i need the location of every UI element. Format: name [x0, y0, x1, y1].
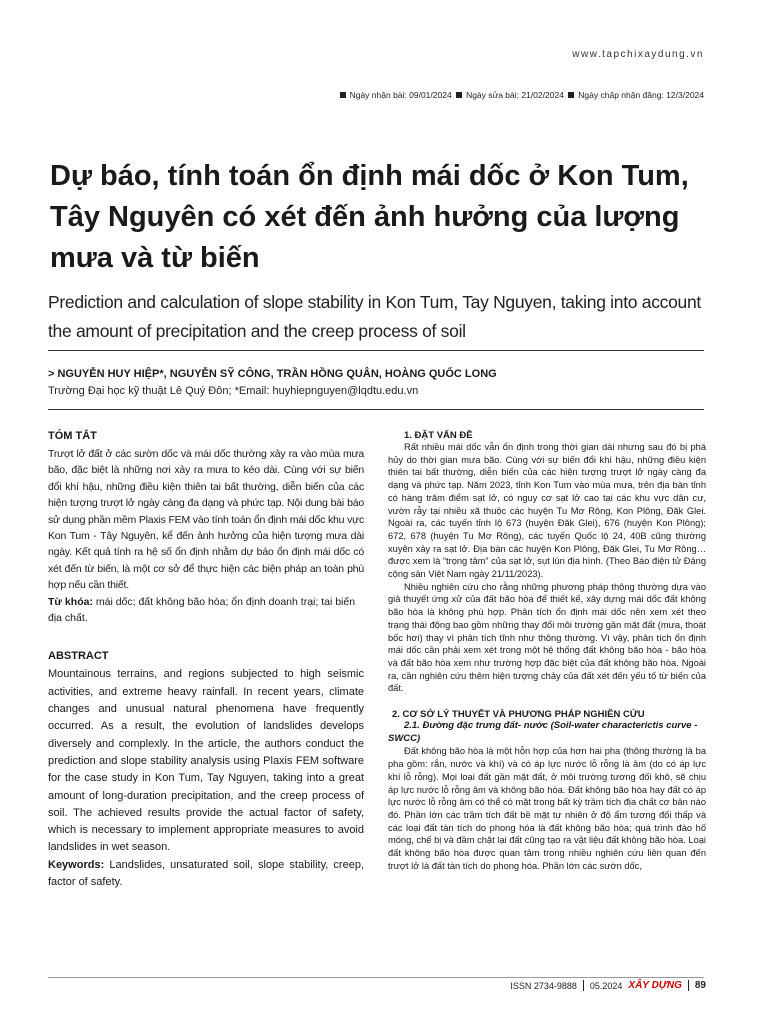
keywords-vi: [48, 594, 364, 627]
square-bullet-icon: [456, 92, 462, 98]
keywords-en-label: Keywords:: [48, 858, 105, 871]
footer-divider: [48, 977, 704, 978]
section-1-paragraph-2: Nhiều nghiên cứu cho rằng những phương pháp thông thường dựa vào giả thuyết ứng xử của đất bão hòa để thiết kế, xây dựng mái dốc đất không bão hòa là không phù hợp. Phân tích ổn định mái dốc nên xem xét theo trạng thái động bao gồm những thay đổi môi trường gần mặt đất (mưa, thoát bốc hơi) thay vì phân tích tĩnh như thông thường. Vì vậy, phân tích ổn định mái dốc cần phải xem xét trong một hệ thống đất không bão hòa - bão hòa và đất bão hòa xem như trường hợp đặc biệt của đất không bão hòa. Ngoài ra, cần nghiên cứu thêm hiện tượng chảy của đất xét đến yếu tố từ biến của đất.: [388, 581, 706, 694]
keywords-en: [48, 857, 364, 892]
keywords-vi-label: Từ khóa:: [48, 595, 93, 608]
footer-separator: [688, 980, 689, 991]
keywords-en-text: Landslides, unsaturated soil, slope stability, creep, factor of safety.: [48, 858, 364, 889]
website-url: www.tapchixaydung.vn: [572, 49, 704, 60]
author-list: > NGUYỄN HUY HIỆP*, NGUYỄN SỸ CÔNG, TRẦN HỒNG QUÂN, HOÀNG QUỐC LONG: [48, 368, 497, 380]
article-title-en: Prediction and calculation of slope stability in Kon Tum, Tay Nguyen, taking into account the amount of precipitation and the creep process of soil: [48, 292, 701, 341]
section-2-paragraph-1: Đất không bão hòa là một hỗn hợp của hơn hai pha (thông thường là ba pha gồm: rắn, nước và khí) và có áp lực nước lỗ rỗng là âm (do có áp lực khí lỗ rỗng). Mọi loại đất gần mặt đất, ở môi trường tương đối khô, sẽ chịu áp lực nước lỗ rỗng âm và không bão hòa. Đất không bão hòa hay đất có áp lực nước lỗ rỗng âm có thể có mặt trong bất kỳ trầm tích địa chất cơ bản nào đó. Phần lớn các trầm tích đất bề mặt tự nhiên ở độ ẩm tương đối thấp và các loại đất tàn tích do phong hóa là đất không bão hòa; quá trình đào hố móng, chế bị và đầm chặt lại đất cũng tạo ra vật liệu đất không bão hòa. Loại đất không bão hòa được quan tâm trong nhiều nghiên cứu liên quan đến trượt lở là đất tàn tích do phong hóa. Phần lớn các sườn dốc,: [388, 746, 706, 871]
abstract-column: [48, 430, 364, 891]
article-title-vi: Dự báo, tính toán ổn định mái dốc ở Kon Tum, Tây Nguyên có xét đến ảnh hưởng của lượng mưa và từ biến: [50, 160, 689, 274]
abstract-en-body: Mountainous terrains, and regions subjected to high seismic activities, and extreme heavy rainfall. In recent years, climate changes and unusual natural phenomena have frequently occurred. As a result, the evolution of landslides develops diversely and complexly. In the article, the authors conduct the prediction and slope stability analysis using Plaxis FEM software for the case study in Kon Tum, Tay Nguyen, taking into a great amount of long-duration precipitation, and the creep process of soil. The achieved results provide the actual factor of safety, which is necessary to implement appropriate measures to avoid landslides in wet season.: [48, 668, 364, 854]
section-2-heading: 2. CƠ SỞ LÝ THUYẾT VÀ PHƯƠNG PHÁP NGHIÊN CỨU: [392, 709, 645, 721]
accepted-date: Ngày chấp nhận đăng: 12/3/2024: [578, 90, 704, 100]
issue: 05.2024: [589, 980, 623, 991]
square-bullet-icon: [568, 92, 574, 98]
revised-date: Ngày sửa bài: 21/02/2024: [466, 90, 564, 100]
article-dates: [338, 90, 704, 100]
page-footer: [510, 980, 706, 991]
section-1-heading: 1. ĐẶT VẤN ĐỀ: [404, 430, 473, 441]
square-bullet-icon: [340, 92, 346, 98]
affiliation: Trường Đại học kỹ thuật Lê Quý Đôn; *Email: huyhiepnguyen@lqdtu.edu.vn: [48, 385, 419, 397]
issn: ISSN 2734-9888: [510, 980, 577, 991]
keywords-vi-text: mái dốc; đất không bão hòa; ổn định doanh trại; tai biến địa chất.: [48, 595, 356, 625]
section-2-1-heading: 2.1. Đường đặc trưng đất- nước (Soil-water characterictis curve - SWCC): [388, 720, 698, 744]
section-1-paragraph-1: Rất nhiều mái dốc vẫn ổn định trong thời gian dài nhưng sau đó bị phá hủy do thời gian mưa bão. Cùng với sự biến đổi khí hậu, những điều kiện thiên tai bất thường, diễn biến của các hiện tượng trượt lở ngày càng đa dạng và phức tạp. Năm 2023, tỉnh Kon Tum vào mùa mưa, trên địa bàn tỉnh có hàng trăm điểm sạt lở, có nguy cơ sạt lở cao tại các khu vực dân cư, vườn rẫy tại nhiều xã thuộc các huyện Tu Mơ Rông, Kon Plông, Đăk Glei. Ngoài ra, các tuyến tỉnh lộ 673 (huyện Đăk Glei), 676 (huyện Kon Plông); 672, 678 (huyện Tu Mơ Rông), các tuyến Quốc lộ 24, 40B cũng thường xuyên xảy ra sạt lở. Địa bàn các huyện Kon Plông, Đăk Glei, Tu Mơ Rông… được xem là “trọng tâm” của sạt lở, sụt lún địa hình. (Theo Báo điện tử Đảng cộng sản Việt Nam ngày 21/11/2023).: [388, 442, 706, 580]
footer-separator: [583, 980, 584, 991]
abstract-en-heading: ABSTRACT: [48, 650, 109, 663]
abstract-vi-body: Trượt lở đất ở các sườn dốc và mái dốc thường xảy ra vào mùa mưa bão, đặc biệt là những nơi xảy ra mưa to kéo dài. Cùng với sự biến đổi khí hậu, những điều kiện thiên tai bất thường, diễn biến của các hiện tượng trượt lở ngày càng đa dạng và phức tạp. Nội dung bài báo sử dụng phần mềm Plaxis FEM vào tính toán ổn định mái dốc khu vực Kon Tum - Tây Nguyên, kể đến ảnh hưởng của hiện tượng mưa dài ngày. Kết quả tính ra hệ số ổn định nhằm dự báo ổn định mái dốc có xét đến từ biến, là một cơ sở để thực hiện các biện pháp an toàn phù hợp nếu cần thiết.: [48, 448, 364, 592]
body-column: [388, 430, 706, 873]
received-date: Ngày nhận bài: 09/01/2024: [349, 90, 452, 100]
title-divider: [48, 350, 704, 351]
author-divider: [48, 409, 704, 410]
page-number: 89: [694, 980, 706, 991]
journal-logo: XÂY DỰNG: [628, 980, 682, 991]
abstract-vi-heading: TÓM TẮT: [48, 430, 97, 442]
